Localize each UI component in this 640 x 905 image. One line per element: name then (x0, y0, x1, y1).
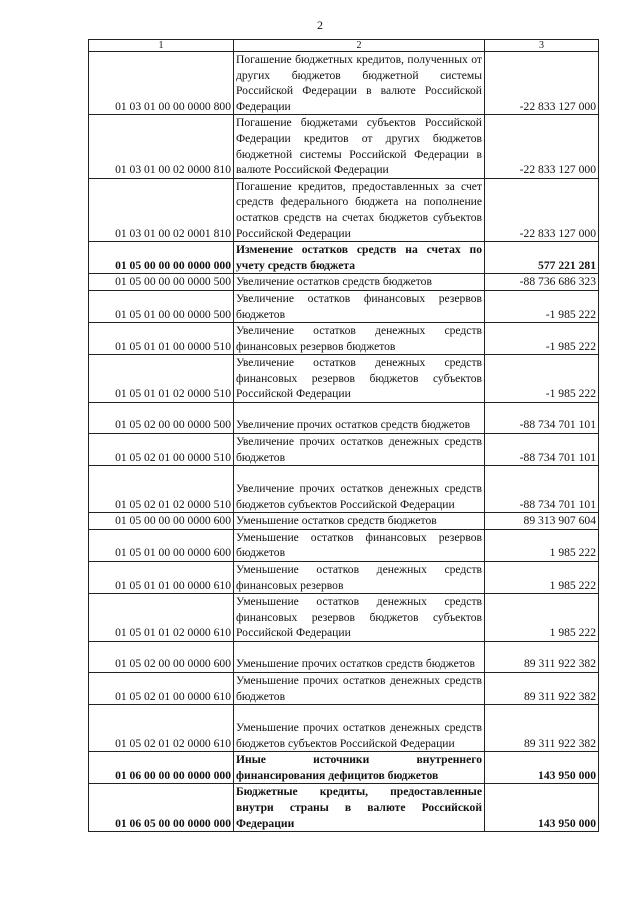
table-row (89, 274, 599, 291)
budget-code-cell: 01 06 05 00 00 0000 000 (89, 784, 234, 832)
table-row (89, 642, 599, 673)
table-row (89, 115, 599, 178)
page-number: 2 (317, 18, 323, 32)
table-row (89, 784, 599, 832)
description-cell: Увеличение остатков финансовых резервов бюджетов (234, 290, 485, 322)
description-cell: Погашение бюджетами субъектов Российской Федерации кредитов от других бюджетов бюджетной системы Российской Федерации в валюте Российской Федерации (234, 115, 485, 178)
budget-code-cell: 01 05 02 01 02 0000 510 (89, 466, 234, 513)
description-cell: Погашение бюджетных кредитов, полученных от других бюджетов бюджетной системы Российской Федерации в валюте Российской Федерации (234, 52, 485, 115)
table-row (89, 434, 599, 466)
description-cell: Увеличение прочих остатков средств бюджетов (234, 403, 485, 434)
description-cell: Увеличение прочих остатков денежных средств бюджетов субъектов Российской Федерации (234, 466, 485, 513)
description-cell: Уменьшение прочих остатков средств бюджетов (234, 642, 485, 673)
table-row (89, 752, 599, 784)
budget-code-cell: 01 05 00 00 00 0000 500 (89, 274, 234, 291)
budget-code-cell: 01 05 01 00 00 0000 600 (89, 529, 234, 561)
table-row (89, 178, 599, 241)
budget-code-cell: 01 05 02 01 00 0000 510 (89, 434, 234, 466)
table-row (89, 466, 599, 513)
budget-code-cell: 01 05 00 00 00 0000 600 (89, 513, 234, 530)
budget-code-cell: 01 05 01 01 02 0000 610 (89, 594, 234, 642)
table-row (89, 705, 599, 752)
table-body (89, 40, 599, 832)
table-row (89, 673, 599, 705)
amount-cell: -1 985 222 (485, 323, 599, 355)
table-row (89, 594, 599, 642)
amount-cell: -22 833 127 000 (485, 115, 599, 178)
budget-code-cell: 01 05 01 01 02 0000 510 (89, 355, 234, 403)
table-row (89, 290, 599, 322)
table-row (89, 52, 599, 115)
budget-code-cell: 01 03 01 00 02 0001 810 (89, 178, 234, 241)
budget-code-cell: 01 05 02 01 00 0000 610 (89, 673, 234, 705)
table-row (89, 323, 599, 355)
budget-code-cell: 01 05 02 00 00 0000 500 (89, 403, 234, 434)
description-cell: Погашение кредитов, предоставленных за счет средств федерального бюджета на пополнение остатков средств на счетах бюджетов субъектов Российской Федерации (234, 178, 485, 241)
table-row (89, 562, 599, 594)
description-cell: Уменьшение остатков средств бюджетов (234, 513, 485, 530)
table-row (89, 403, 599, 434)
budget-sources-table (88, 39, 599, 832)
amount-cell: 1 985 222 (485, 562, 599, 594)
description-cell: Бюджетные кредиты, предоставленные внутри страны в валюте Российской Федерации (234, 784, 485, 832)
amount-cell: 143 950 000 (485, 784, 599, 832)
description-cell: Увеличение остатков средств бюджетов (234, 274, 485, 291)
description-cell: Увеличение прочих остатков денежных средств бюджетов (234, 434, 485, 466)
description-cell: Изменение остатков средств на счетах по учету средств бюджета (234, 242, 485, 274)
column-header-2: 2 (234, 40, 485, 52)
amount-cell: -88 734 701 101 (485, 403, 599, 434)
description-cell: Увеличение остатков денежных средств финансовых резервов бюджетов (234, 323, 485, 355)
column-header-3: 3 (485, 40, 599, 52)
description-cell: Уменьшение прочих остатков денежных средств бюджетов (234, 673, 485, 705)
amount-cell: -88 734 701 101 (485, 466, 599, 513)
description-cell: Уменьшение остатков финансовых резервов бюджетов (234, 529, 485, 561)
budget-code-cell: 01 05 01 01 00 0000 510 (89, 323, 234, 355)
description-cell: Уменьшение остатков денежных средств финансовых резервов (234, 562, 485, 594)
description-cell: Иные источники внутреннего финансирования дефицитов бюджетов (234, 752, 485, 784)
budget-code-cell: 01 03 01 00 00 0000 800 (89, 52, 234, 115)
amount-cell: -88 736 686 323 (485, 274, 599, 291)
amount-cell: -1 985 222 (485, 355, 599, 403)
amount-cell: -1 985 222 (485, 290, 599, 322)
table-row (89, 529, 599, 561)
budget-code-cell: 01 05 02 01 02 0000 610 (89, 705, 234, 752)
budget-code-cell: 01 05 02 00 00 0000 600 (89, 642, 234, 673)
amount-cell: 1 985 222 (485, 594, 599, 642)
budget-code-cell: 01 05 01 01 00 0000 610 (89, 562, 234, 594)
amount-cell: -88 734 701 101 (485, 434, 599, 466)
budget-code-cell: 01 06 00 00 00 0000 000 (89, 752, 234, 784)
amount-cell: 577 221 281 (485, 242, 599, 274)
amount-cell: -22 833 127 000 (485, 178, 599, 241)
table-row (89, 242, 599, 274)
amount-cell: -22 833 127 000 (485, 52, 599, 115)
amount-cell: 89 311 922 382 (485, 705, 599, 752)
amount-cell: 89 311 922 382 (485, 673, 599, 705)
description-cell: Увеличение остатков денежных средств финансовых резервов бюджетов субъектов Российской Федерации (234, 355, 485, 403)
amount-cell: 143 950 000 (485, 752, 599, 784)
amount-cell: 1 985 222 (485, 529, 599, 561)
budget-code-cell: 01 03 01 00 02 0000 810 (89, 115, 234, 178)
amount-cell: 89 313 907 604 (485, 513, 599, 530)
budget-code-cell: 01 05 00 00 00 0000 000 (89, 242, 234, 274)
column-header-1: 1 (89, 40, 234, 52)
budget-code-cell: 01 05 01 00 00 0000 500 (89, 290, 234, 322)
table-header-row (89, 40, 599, 52)
amount-cell: 89 311 922 382 (485, 642, 599, 673)
table-row (89, 355, 599, 403)
description-cell: Уменьшение остатков денежных средств финансовых резервов бюджетов субъектов Российской Федерации (234, 594, 485, 642)
table-row (89, 513, 599, 530)
description-cell: Уменьшение прочих остатков денежных средств бюджетов субъектов Российской Федерации (234, 705, 485, 752)
